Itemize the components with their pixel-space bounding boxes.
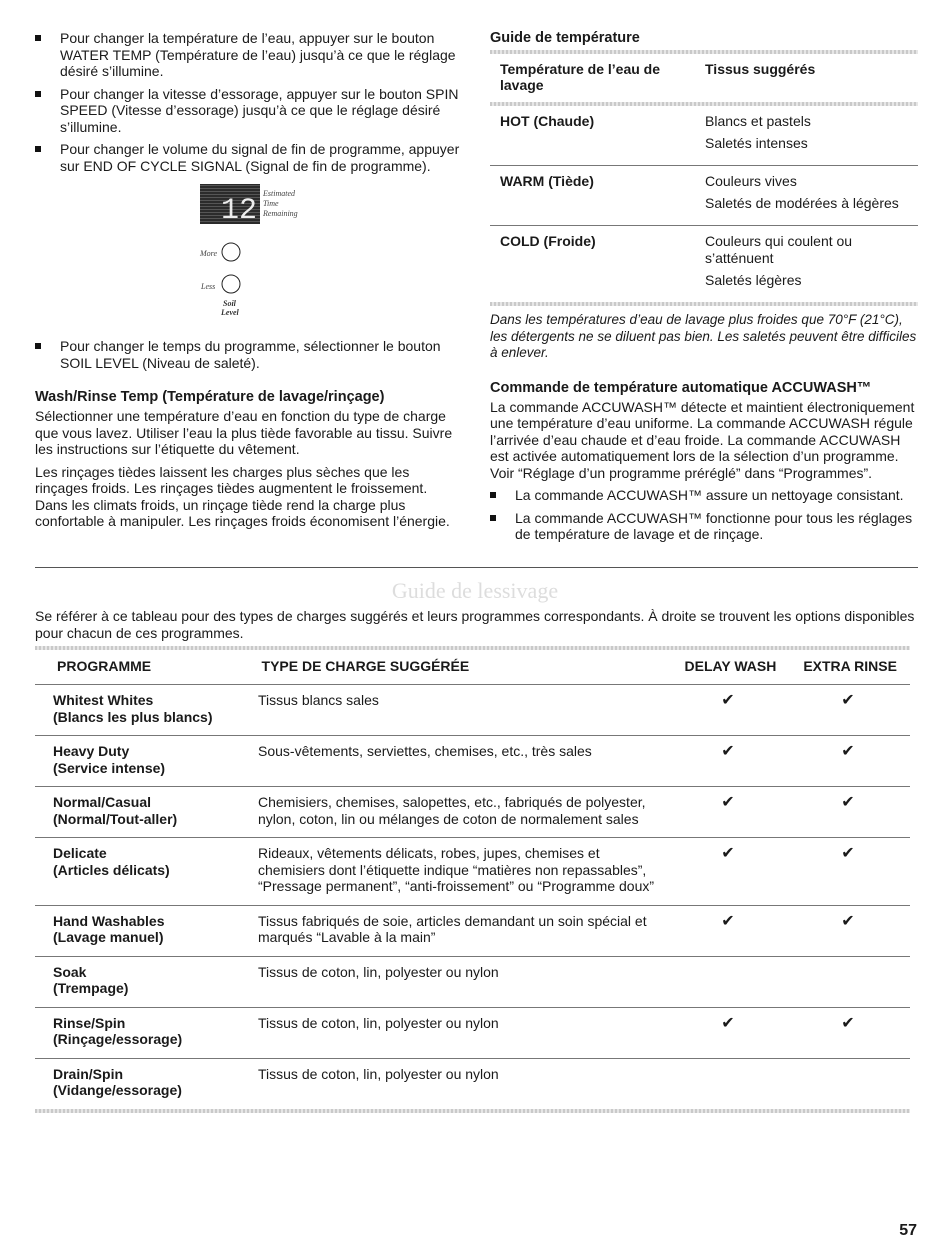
bullet-soil-level: Pour changer le temps du programme, sélectionner le bouton SOIL LEVEL (Niveau de saleté). xyxy=(35,338,460,371)
svg-text:Time: Time xyxy=(263,199,279,208)
extra-rinse-check-icon: ✔ xyxy=(841,743,855,760)
top-bullet-list xyxy=(35,30,460,174)
load-type: Tissus fabriqués de soie, articles demandant un soin spécial et marqués “Lavable à la main” xyxy=(258,912,647,945)
temp-note: Dans les températures d’eau de lavage plus froides que 70°F (21°C), les détergents ne se diluent pas bien. Les saletés peuvent être difficiles à enlever. xyxy=(490,312,917,360)
less-button[interactable] xyxy=(222,275,240,293)
page-number: 57 xyxy=(899,1222,917,1239)
svg-text:Remaining: Remaining xyxy=(263,209,298,218)
program-name-fr: (Normal/Tout-aller) xyxy=(53,810,178,827)
accuwash-heading: Commande de température automatique ACCUWASH™ xyxy=(490,379,872,396)
accuwash-bullet-1: La commande ACCUWASH™ assure un nettoyage consistant. xyxy=(490,487,918,504)
table-row xyxy=(35,838,910,906)
table-row xyxy=(35,787,910,838)
temp-row-warm: WARM (Tiède) Couleurs vives Saletés de modérées à légères xyxy=(490,166,918,226)
soil-bullet-list xyxy=(35,338,460,371)
delay-wash-check-icon: ✔ xyxy=(721,845,735,862)
extra-rinse-check-icon: ✔ xyxy=(841,912,855,930)
delay-wash-check-icon: ✔ xyxy=(721,794,735,811)
program-name: Drain/Spin xyxy=(53,1065,124,1082)
program-name-fr: (Blancs les plus blancs) xyxy=(53,708,213,725)
program-name-fr: (Lavage manuel) xyxy=(53,929,164,945)
table-row xyxy=(35,1008,910,1059)
table-row xyxy=(35,736,910,787)
extra-rinse-check-icon: ✔ xyxy=(841,794,855,811)
program-table-body xyxy=(35,685,910,1109)
program-name-fr: (Vidange/essorage) xyxy=(53,1082,182,1098)
svg-text:Estimated: Estimated xyxy=(263,189,295,198)
load-type: Rideaux, vêtements délicats, robes, jupes, chemises et chemisiers dont l’étiquette indique “matières non repassables”, “Pressage permanent”, “anti-froissement” ou “Programme doux” xyxy=(258,845,655,894)
extra-rinse-check-icon: ✔ xyxy=(841,1014,855,1032)
load-type: Tissus de coton, lin, polyester ou nylon xyxy=(258,1065,499,1082)
wash-rinse-paragraph-1: Sélectionner une température d’eau en fonction du type de charge que vous lavez. Utiliser l’eau la plus tiède favorable au tissu. Suivre les instructions sur l’étiquette du vêtement. xyxy=(35,408,453,457)
temp-table-header: Température de l’eau de lavage Tissus suggérés xyxy=(500,61,816,93)
program-name: Heavy Duty xyxy=(53,743,130,759)
svg-text:More: More xyxy=(200,249,218,258)
load-type: Chemisiers, chemises, salopettes, etc., fabriqués de polyester, nylon, coton, lin ou mélanges de coton de normalement sales xyxy=(258,794,646,827)
laundry-guide-intro: Se référer à ce tableau pour des types de charges suggérés et leurs programmes correspondants. À droite se trouvent les options disponibles pour chacun de ces programmes. xyxy=(35,608,915,641)
wash-rinse-paragraph-2: Les rinçages tièdes laissent les charges plus sèches que les rinçages froids. Les rinçages tièdes augmentent le froissement. Dans les climats froids, un rinçage tiède rend la charge plus confortable à manipuler. Les rinçages froids économisent l’énergie. xyxy=(35,463,450,529)
svg-text:Less: Less xyxy=(201,282,216,291)
bullet-cycle-signal: Pour changer le volume du signal de fin de programme, appuyer sur END OF CYCLE SIGNAL (Signal de fin de programme). xyxy=(35,141,460,174)
temp-guide-heading: Guide de température xyxy=(490,30,640,46)
delay-wash-check-icon: ✔ xyxy=(721,743,735,760)
program-table-header: PROGRAMME TYPE DE CHARGE SUGGÉRÉE DELAY WASH EXTRA RINSE xyxy=(35,650,910,685)
program-name-fr: (Service intense) xyxy=(53,759,166,776)
laundry-guide-title: Guide de lessivage xyxy=(391,578,559,603)
bullet-water-temp: Pour changer la température de l’eau, appuyer sur le bouton WATER TEMP (Température de l’eau) jusqu’à ce que le réglage désiré s’illumine. xyxy=(35,30,460,80)
program-name-fr: (Trempage) xyxy=(53,980,129,996)
accuwash-bullet-2: La commande ACCUWASH™ fonctionne pour tous les réglages de température de lavage et de rinçage. xyxy=(490,510,918,543)
load-type: Tissus blancs sales xyxy=(258,692,379,708)
table-row xyxy=(35,1059,910,1109)
program-table xyxy=(35,646,910,1113)
program-name: Rinse/Spin xyxy=(53,1014,126,1031)
program-name: Soak xyxy=(53,963,87,980)
svg-text:Soil: Soil xyxy=(223,299,236,308)
load-type: Tissus de coton, lin, polyester ou nylon xyxy=(258,1014,499,1031)
control-panel-svg xyxy=(35,182,460,330)
right-column xyxy=(490,30,918,549)
program-name: Delicate xyxy=(53,845,107,861)
delay-wash-check-icon: ✔ xyxy=(721,692,735,709)
extra-rinse-check-icon: ✔ xyxy=(841,692,855,709)
delay-wash-check-icon: ✔ xyxy=(721,912,735,930)
display-digits: 12 xyxy=(221,194,258,228)
wash-rinse-heading: Wash/Rinse Temp (Température de lavage/rinçage) xyxy=(35,389,385,405)
table-row xyxy=(35,957,910,1008)
section-divider xyxy=(35,567,918,568)
temp-row-cold: COLD (Froide) Couleurs qui coulent ou s’atténuent Saletés légères xyxy=(500,233,853,288)
load-type: Sous-vêtements, serviettes, chemises, etc., très sales xyxy=(258,743,592,759)
program-name: Whitest Whites xyxy=(53,692,154,708)
load-type: Tissus de coton, lin, polyester ou nylon xyxy=(258,963,499,980)
control-panel-illustration xyxy=(35,182,460,330)
temp-row-hot: HOT (Chaude) Blancs et pastels Saletés intenses xyxy=(490,106,918,166)
program-name-fr: (Articles délicats) xyxy=(53,861,170,878)
program-name-fr: (Rinçage/essorage) xyxy=(53,1031,183,1047)
accuwash-bullet-list xyxy=(490,487,918,543)
table-row xyxy=(35,685,910,736)
bullet-spin-speed: Pour changer la vitesse d’essorage, appuyer sur le bouton SPIN SPEED (Vitesse d’essorage) jusqu’à ce que le réglage désiré s’illumine. xyxy=(35,86,460,136)
program-name: Normal/Casual xyxy=(53,794,152,810)
program-name: Hand Washables xyxy=(53,912,165,929)
svg-text:Level: Level xyxy=(221,308,239,317)
left-column xyxy=(35,30,460,536)
accuwash-paragraph: La commande ACCUWASH™ détecte et maintient électroniquement une température d’eau uniforme. La commande ACCUWASH régule l’arrivée d’eau chaude et d’eau froide. La commande ACCUWASH est activée automatiquement lors de la sélection d’un programme. Voir “Réglage d’un programme préréglé” dans “Programmes”. xyxy=(490,398,915,481)
more-button[interactable] xyxy=(222,243,240,261)
table-row xyxy=(35,906,910,957)
extra-rinse-check-icon: ✔ xyxy=(841,845,855,862)
delay-wash-check-icon: ✔ xyxy=(721,1014,735,1032)
